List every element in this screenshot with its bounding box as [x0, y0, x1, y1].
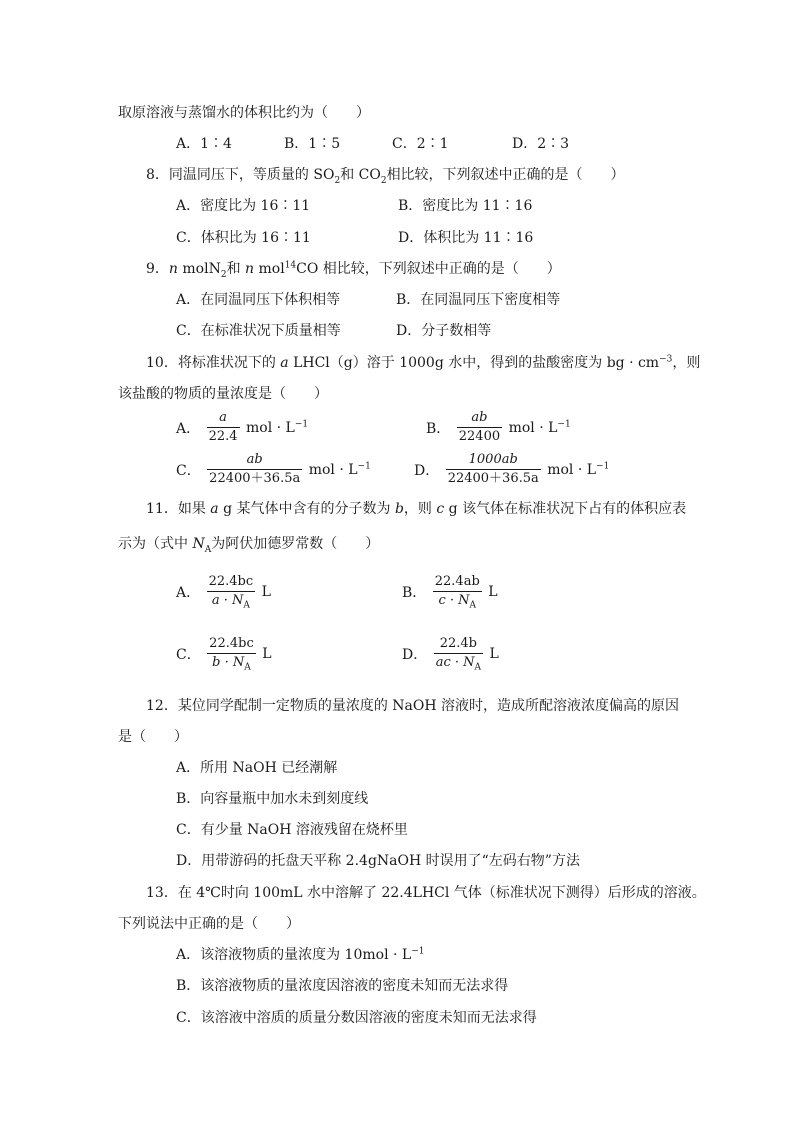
q8-option-d: D．体积比为 11∶16 — [398, 230, 534, 246]
question-number: 9． — [146, 261, 169, 277]
q9-option-c: C．在标准状况下质量相等 — [176, 323, 341, 339]
q8-option-c: C．体积比为 16∶11 — [176, 230, 311, 246]
fraction: $\frac{22.4bc}{b \cdot N_A}$ — [209, 636, 254, 673]
q11-option-c: C． $\frac{22.4bc}{b \cdot N_A}$ L — [176, 636, 272, 673]
q12-option-c: C．有少量 NaOH 溶液残留在烧杯里 — [176, 822, 408, 838]
question-12-stem: 12．某位同学配制一定物质的量浓度的 NaOH 溶液时，造成所配溶液浓度偏高的原因 — [146, 698, 680, 714]
question-number: 12． — [146, 698, 178, 714]
q9-option-a: A．在同温同压下体积相等 — [176, 292, 341, 308]
question-10-stem: 10．将标准状况下的 a LHCl（g）溶于 1000g 水中，得到的盐酸密度为 bg · $cm^{-3}$，则 — [146, 354, 701, 371]
question-9-stem: 9．n molN$_2$和 n mol$^{14}$CO 相比较，下列叙述中正确的是（ ） — [146, 260, 561, 280]
q10-option-d: D． $\frac{1000ab}{22400+36.5a}$ mol · $L^{-1}$ — [414, 452, 610, 486]
q10-option-b: B． $\frac{ab}{22400}$ mol · $L^{-1}$ — [426, 410, 571, 444]
fraction: $\frac{ab}{22400+36.5a}$ — [209, 452, 301, 486]
q9-option-b: B．在同温同压下密度相等 — [396, 292, 561, 308]
question-13-stem-line2: 下列说法中正确的是（ ） — [118, 916, 300, 932]
prev-option-c: C．2∶1 — [392, 136, 449, 152]
fraction: $\frac{22.4ab}{c \cdot N_A}$ — [434, 574, 480, 611]
question-number: 10． — [146, 355, 178, 371]
prev-option-b: B．1∶5 — [284, 136, 341, 152]
q11-option-a: A． $\frac{22.4bc}{a \cdot N_A}$ L — [176, 574, 271, 611]
intro-line: 取原溶液与蒸馏水的体积比约为（ ） — [118, 105, 370, 121]
fraction: $\frac{ab}{22400}$ — [458, 410, 501, 444]
question-10-stem-line2: 该盐酸的物质的量浓度是（ ） — [118, 386, 328, 402]
fraction: $\frac{1000ab}{22400+36.5a}$ — [447, 452, 539, 486]
prev-option-d: D．2∶3 — [512, 136, 570, 152]
fraction: $\frac{a}{22.4}$ — [208, 410, 238, 444]
prev-option-a: A．1∶4 — [176, 136, 232, 152]
question-8-stem: 8．同温同压下，等质量的 $SO_2$和 $CO_2$相比较，下列叙述中正确的是（ ） — [146, 167, 625, 186]
q12-option-a: A．所用 NaOH 已经潮解 — [176, 760, 338, 776]
question-11-stem: 11．如果 a g 某气体中含有的分子数为 b，则 c g 该气体在标准状况下占有的体积应表 — [146, 501, 687, 517]
q13-option-b: B．该溶液物质的量浓度因溶液的密度未知而无法求得 — [176, 978, 509, 994]
fraction: $\frac{22.4bc}{a \cdot N_A}$ — [208, 574, 254, 611]
question-12-stem-line2: 是（ ） — [118, 729, 188, 745]
question-number: 13． — [146, 885, 178, 901]
q8-option-b: B．密度比为 11∶16 — [398, 198, 533, 214]
q9-option-d: D．分子数相等 — [396, 323, 492, 339]
q11-option-d: D． $\frac{22.4b}{ac \cdot N_A}$ L — [402, 636, 499, 673]
q10-option-c: C． $\frac{ab}{22400+36.5a}$ mol · $L^{-1}$ — [176, 452, 371, 486]
q12-option-d: D．用带游码的托盘天平称 2.4gNaOH 时误用了“左码右物”方法 — [176, 853, 580, 869]
q13-option-c: C．该溶液中溶质的质量分数因溶液的密度未知而无法求得 — [176, 1010, 537, 1026]
fraction: $\frac{22.4b}{ac \cdot N_A}$ — [435, 636, 481, 673]
question-11-stem-line2: 示为（式中 $N_A$为阿伏加德罗常数（ ） — [118, 536, 380, 555]
q13-option-a: A．该溶液物质的量浓度为 $10mol \cdot L^{-1}$ — [176, 946, 425, 963]
q10-option-a: A． $\frac{a}{22.4}$ mol · $L^{-1}$ — [176, 410, 309, 444]
question-number: 11． — [146, 501, 178, 517]
q11-option-b: B． $\frac{22.4ab}{c \cdot N_A}$ L — [402, 574, 498, 611]
q12-option-b: B．向容量瓶中加水未到刻度线 — [176, 791, 369, 807]
q8-option-a: A．密度比为 16∶11 — [176, 198, 311, 214]
question-number: 8． — [146, 167, 169, 183]
question-13-stem: 13．在 4℃时向 100mL 水中溶解了 22.4LHCl 气体（标准状况下测得）后形成的溶液。 — [146, 885, 706, 901]
